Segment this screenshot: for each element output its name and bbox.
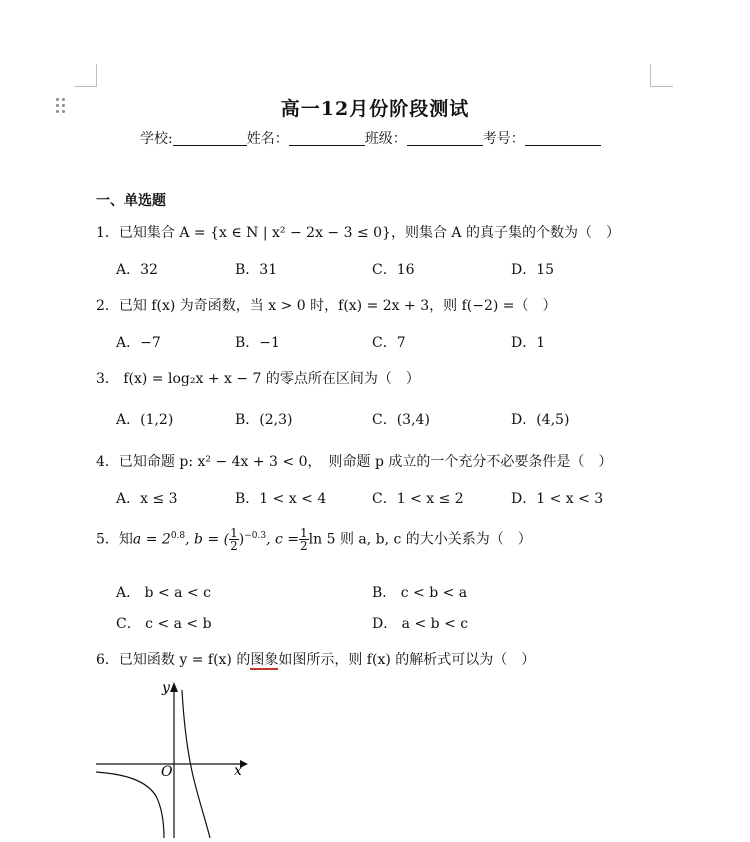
exam-number-blank[interactable] [525,131,601,146]
question-4-option-d[interactable]: D．1 < x < 3 [511,491,604,507]
school-blank[interactable] [173,131,247,146]
page-corner-mark-top-right [650,64,673,87]
curve-left-branch [96,772,164,838]
name-blank[interactable] [289,131,365,146]
fraction-numerator: 1 [230,526,238,540]
question-5-b-exponent: −0.3 [244,530,267,541]
school-label: 学校: [140,131,173,147]
question-6-prefix: 6．已知函数 y = f(x) 的 [96,652,251,668]
question-5-a-exponent: 0.8 [170,530,186,541]
question-5-stem: 5．知$a = 2^{0.8}$, b = ( $\frac{1}{2}$ )$^{-0.3}$, c = $\frac{1}{2}$ ln 5 则 a, b, c 的大小关系为（ ） [96,526,532,553]
question-1-option-b[interactable]: B．31 [235,262,278,278]
page-title: 高一12月份阶段测试 [280,98,470,120]
question-1-option-c[interactable]: C．16 [372,262,415,278]
class-blank[interactable] [407,131,483,146]
fraction-denominator: 2 [300,539,308,553]
question-4-option-b[interactable]: B．1 < x < 4 [235,491,327,507]
question-1-stem: 1．已知集合 A = {x ∈ N | x² − 2x − 3 ≤ 0}，则集合 A 的真子集的个数为（ ） [96,225,620,241]
question-2-option-b[interactable]: B．−1 [235,335,280,351]
question-3-option-b[interactable]: B．(2,3) [235,412,293,428]
question-6-marked-word: 图象 [250,652,279,668]
question-5-option-a[interactable]: A． b < a < c [116,585,211,601]
question-5-option-b[interactable]: B． c < b < a [372,585,468,601]
fraction-numerator: 1 [300,526,308,540]
question-5-prefix: 5．知 [96,531,133,548]
name-label: 姓名： [246,131,289,147]
x-axis-label: x [234,763,242,779]
question-5-option-d[interactable]: D． a < b < c [372,616,469,632]
question-2-stem: 2．已知 f(x) 为奇函数，当 x > 0 时，f(x) = 2x + 3，则 f(−2) =（ ） [96,298,557,314]
question-2-option-c[interactable]: C．7 [372,335,406,351]
question-5-tail: ln 5 则 a, b, c 的大小关系为（ ） [308,531,532,548]
question-1-option-d[interactable]: D．15 [511,262,555,278]
question-1-option-a[interactable]: A．32 [116,262,158,278]
question-6-stem [96,649,535,669]
question-4-stem: 4．已知命题 p: x² − 4x + 3 < 0， 则命题 p 成立的一个充分不必要条件是（ ） [96,454,613,470]
question-4-option-a[interactable]: A．x ≤ 3 [116,491,178,507]
question-5-b-fraction [229,527,239,552]
question-5-b: , b = ( [185,531,230,548]
y-axis-label: y [162,680,170,696]
question-3-stem: 3． f(x) = log₂x + x − 7 的零点所在区间为（ ） [96,371,420,387]
question-3-option-a[interactable]: A．(1,2) [116,412,174,428]
section-heading: 一、单选题 [96,193,166,209]
question-5-c-fraction [299,527,309,552]
question-5-option-c[interactable]: C． c < a < b [116,616,212,632]
question-5-c: , c = [266,531,299,548]
exam-number-label: 考号： [482,131,525,147]
question-6-function-graph [94,676,254,842]
student-info-line [140,128,601,148]
question-3-option-d[interactable]: D．(4,5) [511,412,570,428]
fraction-denominator: 2 [230,539,238,553]
question-4-option-c[interactable]: C．1 < x ≤ 2 [372,491,464,507]
origin-label: O [161,764,173,780]
page-corner-mark-top-left [74,64,97,87]
question-3-option-c[interactable]: C．(3,4) [372,412,430,428]
class-label: 班级： [364,131,407,147]
question-5-a: a = 2 [132,531,171,548]
question-2-option-a[interactable]: A．−7 [116,335,161,351]
question-2-option-d[interactable]: D．1 [511,335,546,351]
y-axis-arrow-icon [170,682,178,692]
question-6-tail: 如图所示，则 f(x) 的解析式可以为（ ） [278,652,536,668]
